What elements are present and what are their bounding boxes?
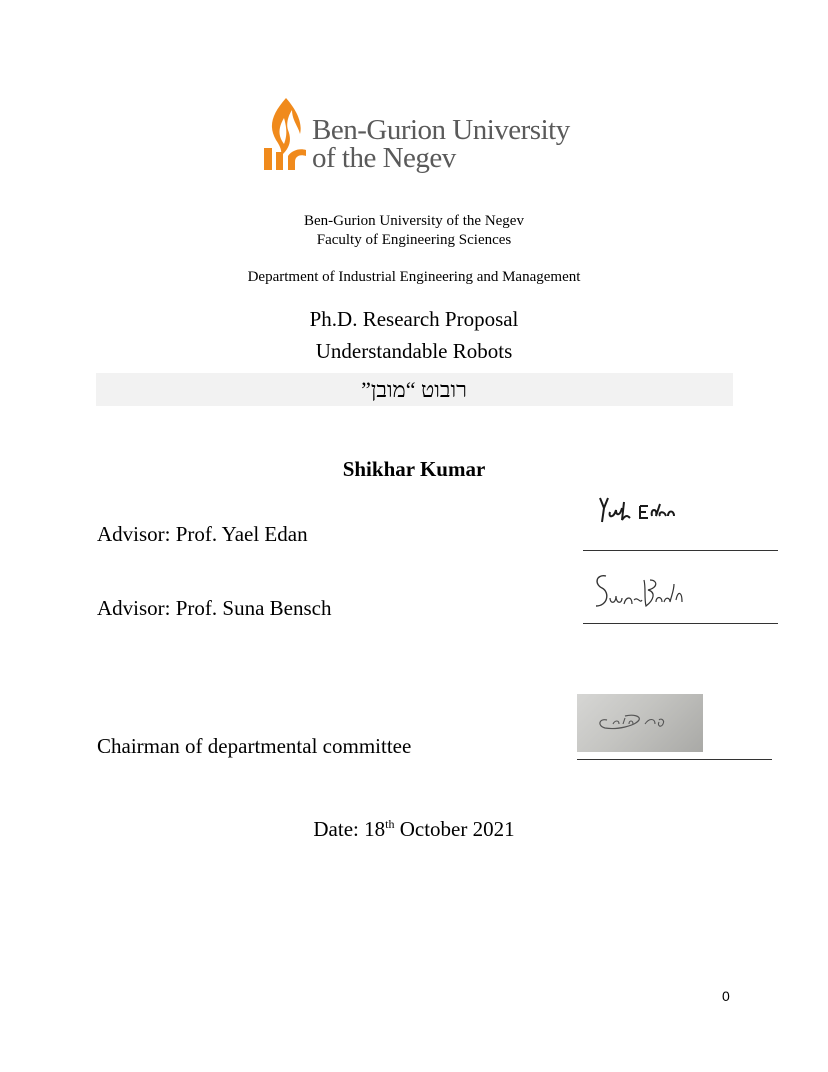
logo-line-2: of the Negev [312, 142, 456, 174]
advisor-1-signature [594, 494, 678, 530]
proposal-type: Ph.D. Research Proposal [309, 307, 519, 331]
advisor-1-label: Advisor: Prof. Yael Edan [97, 522, 308, 546]
logo-line-1: Ben-Gurion University [312, 114, 570, 146]
page-number: 0 [722, 988, 730, 1004]
advisor-2-signature-line [583, 623, 778, 624]
chairman-signature [577, 694, 703, 752]
university-logo [262, 92, 572, 182]
flame-emblem-icon [262, 96, 308, 176]
chairman-signature-line [577, 759, 772, 760]
university-name: Ben-Gurion University of the Negev [304, 213, 524, 229]
advisor-2-signature [592, 570, 688, 616]
department-name: Department of Industrial Engineering and Management [247, 269, 581, 285]
date-prefix: Date: 18 [313, 817, 386, 841]
proposal-title: Understandable Robots [315, 339, 513, 363]
chairman-label: Chairman of departmental committee [97, 734, 412, 758]
chairman-signature-stamp [577, 694, 703, 752]
date-ordinal: th [385, 817, 395, 831]
date-rest: October 2021 [394, 817, 515, 841]
faculty-name: Faculty of Engineering Sciences [316, 232, 512, 248]
author-name: Shikhar Kumar [342, 457, 486, 481]
date [0, 817, 828, 842]
proposal-title-hebrew: רובוט “מובן” [361, 377, 467, 402]
advisor-2-label: Advisor: Prof. Suna Bensch [97, 596, 332, 620]
advisor-1-signature-line [583, 550, 778, 551]
